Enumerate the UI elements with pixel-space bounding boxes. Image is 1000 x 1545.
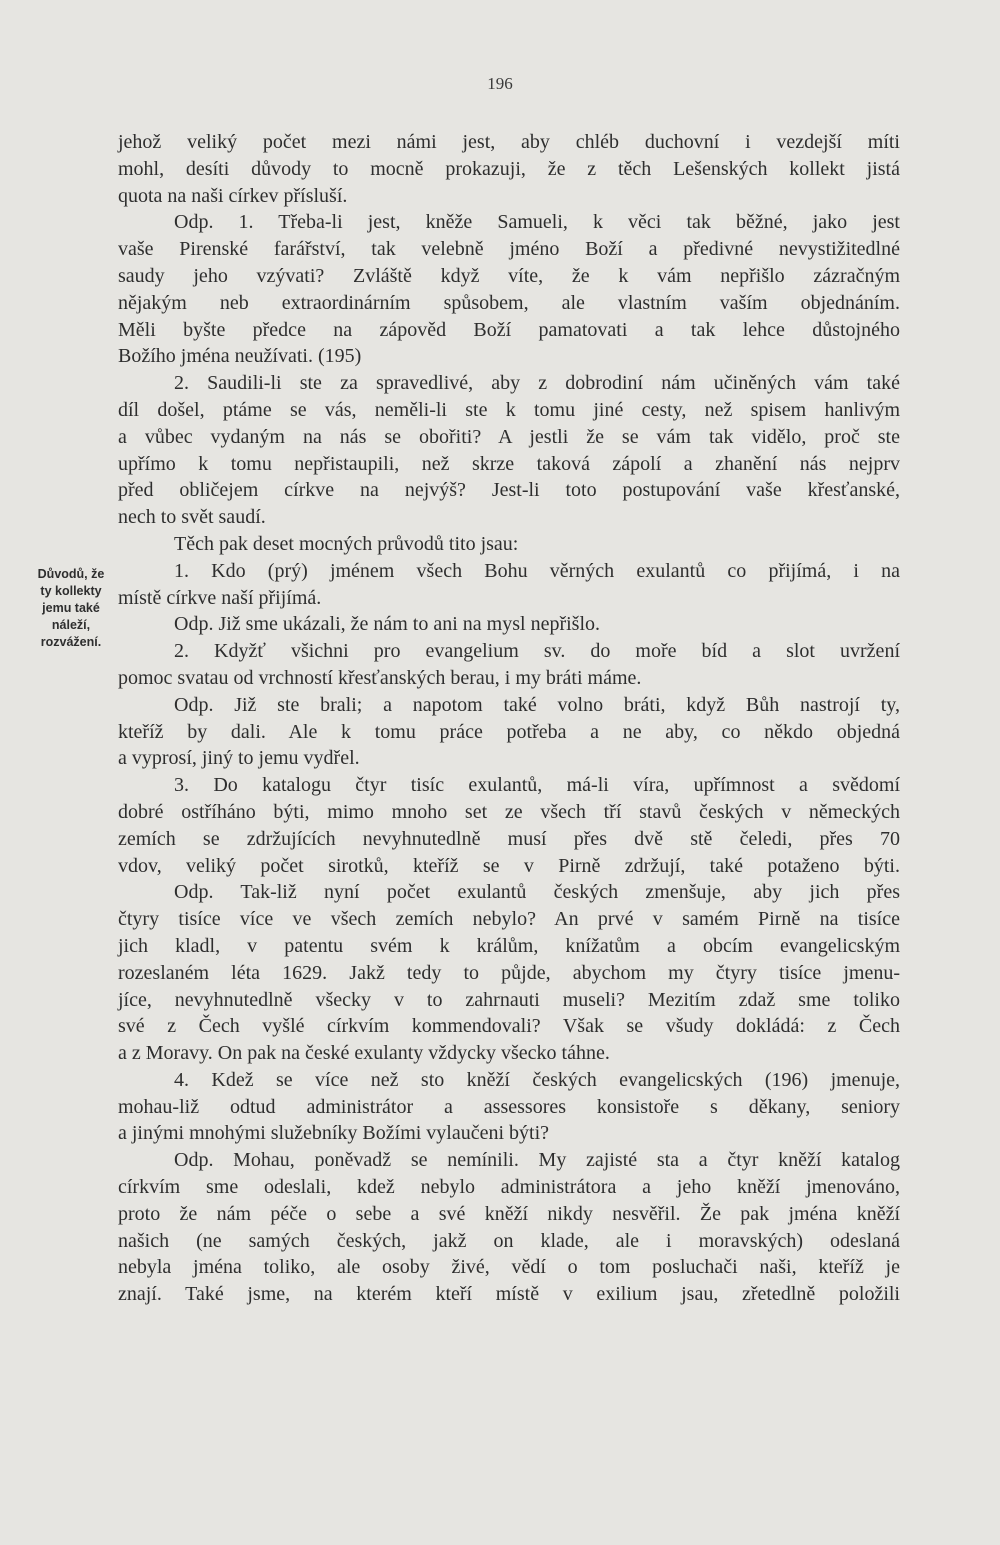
text-line: jich kladl, v patentu svém k králům, knížatům a obcím evangelicským xyxy=(118,934,900,957)
page-number: 196 xyxy=(487,74,513,93)
text-line: a z Moravy. On pak na české exulanty vždycky všecko táhne. xyxy=(118,1042,610,1065)
text-line: vaše Pirenské farářství, tak velebně jméno Boží a předivné nevystižitedlné xyxy=(118,238,900,261)
text-line: vdov, veliký počet sirotků, kteříž se v Pirně zdržují, také potaženo býti. xyxy=(118,854,900,877)
text-line: Božího jména neužívati. (195) xyxy=(118,345,362,368)
text-line: proto že nám péče o sebe a své kněží nikdy nesvěřil. Že pak jména kněží xyxy=(118,1202,900,1225)
text-line: Měli byšte předce na zápověd Boží pamatovati a tak lehce důstojného xyxy=(118,318,900,341)
text-line: Odp. Tak-liž nyní počet exulantů českých zmenšuje, aby jich přes xyxy=(174,881,900,904)
text-line: quota na naši církev přísluší. xyxy=(118,184,348,207)
text-line: místě církve naší přijímá. xyxy=(118,586,322,609)
body-text xyxy=(118,129,900,1308)
text-line: dobré ostříháno býti, mimo mnoho set ze všech tří stavů českých v německých xyxy=(118,800,900,823)
text-line: nebyla jména toliko, ale osoby živé, vědí o tom posluchači naši, kteříž je xyxy=(118,1256,900,1279)
text-line: své z Čech vyšlé církvím kommendovali? Však se všudy dokládá: z Čech xyxy=(118,1015,900,1038)
text-line: církvím sme odeslali, kdež nebylo administrátora a jeho kněží jmenováno, xyxy=(118,1176,900,1199)
text-line: upřímo k tomu nepřistaupili, než skrze taková zápolí a zhanění nás nejprv xyxy=(118,452,900,475)
text-line: pomoc svatau od vrchností křesťanských berau, i my bráti máme. xyxy=(118,666,642,689)
text-line: 3. Do katalogu čtyr tisíc exulantů, má-li víra, upřímnost a svědomí xyxy=(174,774,900,797)
text-line: 4. Kdež se více než sto kněží českých evangelicských (196) jmenuje, xyxy=(174,1068,900,1091)
text-line: Odp. Již sme ukázali, že nám to ani na mysl nepřišlo. xyxy=(174,613,601,636)
text-line: Odp. Již ste brali; a napotom také volno bráti, když Bůh nastrojí ty, xyxy=(174,693,900,716)
text-line: mohl, desíti důvody to mocně prokazuji, že z těch Lešenských kollekt jistá xyxy=(118,157,900,180)
text-line: Těch pak deset mocných průvodů tito jsau: xyxy=(174,532,519,555)
text-line: jíce, nevyhnutedlně všecky v to zahrnauti museli? Mezitím zdaž sme toliko xyxy=(118,988,900,1011)
text-line: 2. Kdyžť všichni pro evangelium sv. do moře bíd a slot uvržení xyxy=(174,640,900,663)
text-line: nějakým neb extraordinárním spůsobem, ale vlastním vaším objednáním. xyxy=(118,291,900,314)
margin-note-line: jemu také xyxy=(42,601,100,615)
margin-note xyxy=(20,566,122,651)
text-line: a vyprosí, jiný to jemu vydřel. xyxy=(118,747,360,770)
text-line: a vůbec vydaným na nás se obořiti? A jestli že se vám tak vidělo, proč ste xyxy=(118,425,900,448)
margin-note-line: rozvážení. xyxy=(40,635,102,649)
text-line: saudy jeho vzývati? Zvláště když víte, že k vám nepřišlo zázračným xyxy=(118,264,900,287)
text-line: 1. Kdo (prý) jménem všech Bohu věrných exulantů co přijímá, i na xyxy=(174,559,900,582)
text-line: mohau-liž odtud administrátor a assessores konsistoře s děkany, seniory xyxy=(118,1095,900,1118)
text-line: 2. Saudili-li ste za spravedlivé, aby z dobrodiní nám učiněných vám také xyxy=(174,372,900,395)
margin-note-line: Důvodů, že xyxy=(37,567,105,581)
text-line: díl došel, ptáme se vás, neměli-li ste k tomu jiné cesty, než spisem hanlivým xyxy=(118,398,900,421)
text-line: kteříž by dali. Ale k tomu práce potřeba a ne aby, co někdo objedná xyxy=(118,720,900,743)
margin-note-line: náleží, xyxy=(51,618,91,632)
text-line: čtyry tisíce více ve všech zemích nebylo? An prvé v samém Pirně na tisíce xyxy=(118,908,900,931)
text-line: jehož veliký počet mezi námi jest, aby chléb duchovní i vezdejší míti xyxy=(118,131,900,153)
text-line: Odp. Mohau, poněvadž se nemínili. My zajisté sta a čtyr kněží katalog xyxy=(174,1149,900,1172)
margin-note-line: ty kollekty xyxy=(40,584,102,598)
text-line: znají. Také jsme, na kterém kteří místě v exilium jsau, zřetedlně položili xyxy=(118,1283,900,1306)
text-line: a jinými mnohými služebníky Božími vylaučeni býti? xyxy=(118,1122,550,1145)
text-line: před obličejem církve na nejvýš? Jest-li toto postupování vaše křesťanské, xyxy=(118,479,900,502)
text-line: Odp. 1. Třeba-li jest, kněže Samueli, k věci tak běžné, jako jest xyxy=(174,211,900,234)
text-line: zemích se zdržujících nevyhnutedlně musí přes dvě stě čeledi, přes 70 xyxy=(118,827,900,850)
text-line: rozeslaném léta 1629. Jakž tedy to půjde, abychom my čtyry tisíce jmenu- xyxy=(118,961,900,984)
text-line: našich (ne samých českých, jakž on klade, ale i moravských) odeslaná xyxy=(118,1229,900,1252)
text-line: nech to svět saudí. xyxy=(118,506,266,529)
